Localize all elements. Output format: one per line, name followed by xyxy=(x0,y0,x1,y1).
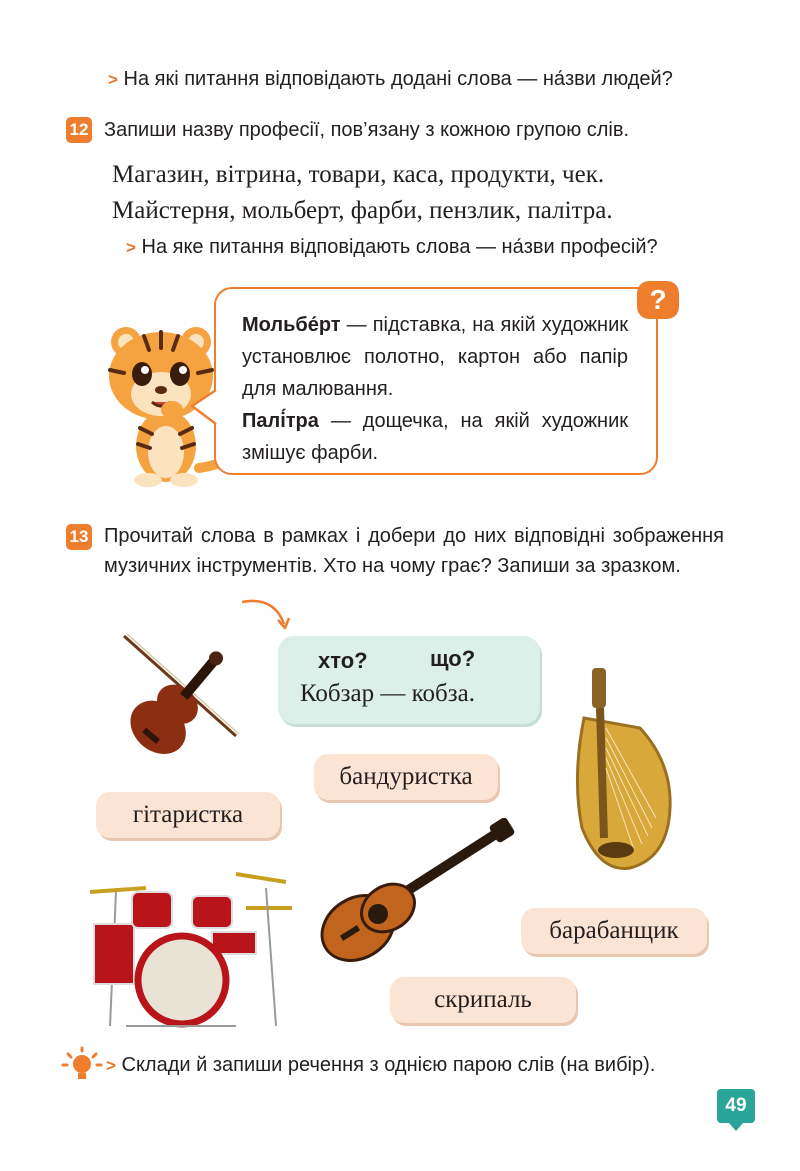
task-12-number: 12 xyxy=(66,117,92,143)
task-12-number-badge xyxy=(66,117,92,143)
intro-question-text: На які питання відповідають додані слова — на́зви людей? xyxy=(123,68,673,90)
task-13-instruction: Прочитай слова в рамках і добери до них відповідні зображення музичних інструментів. Хто на чому грає? Запиши за зразком. xyxy=(104,525,724,577)
violin-icon xyxy=(96,632,246,772)
lightbulb-icon xyxy=(60,1046,104,1086)
question-mark-icon: ? xyxy=(637,281,679,319)
drum-kit-icon xyxy=(86,868,296,1028)
intro-question xyxy=(108,68,673,91)
example-box xyxy=(278,636,540,724)
word-box-skrypal: скрипаль xyxy=(390,977,576,1023)
term-molbert: Мольбе́рт xyxy=(242,314,341,336)
arrow-bullet-icon: > xyxy=(126,238,136,257)
arrow-bullet-icon: > xyxy=(108,70,118,89)
curved-arrow-icon xyxy=(238,594,298,634)
arrow-bullet-icon: > xyxy=(106,1056,116,1075)
task-12-line-2: Майстерня, мольберт, фарби, пензлик, палітра. xyxy=(112,197,613,224)
word-box-hitarystka: гітаристка xyxy=(96,792,280,838)
task-13-number: 13 xyxy=(66,524,92,550)
task-12-instruction: Запиши назву професії, пов’язану з кожною групою слів. xyxy=(104,119,630,141)
final-task xyxy=(106,1054,655,1077)
page-number-tab-icon xyxy=(728,1122,744,1132)
task-12-question-text: На яке питання відповідають слова — на́зви професій? xyxy=(141,236,658,258)
task-13-number-badge xyxy=(66,524,92,550)
example-question-who: хто? xyxy=(318,648,368,673)
term-palitra: Палі́тра xyxy=(242,410,319,432)
word-box-bandurystka: бандуристка xyxy=(314,754,498,800)
task-12-line-1: Магазин, вітрина, товари, каса, продукти, чек. xyxy=(112,161,605,188)
example-sentence: Кобзар — кобза. xyxy=(300,680,475,707)
definition-palitra: — дощечка, на якій художник змішує фарби. xyxy=(242,410,628,464)
definition-text xyxy=(242,309,628,469)
page-number: 49 xyxy=(717,1089,755,1123)
definition-molbert: — підставка, на якій художник установлює полотно, картон або папір для малювання. xyxy=(242,314,628,400)
task-12-word-lines xyxy=(112,157,613,229)
task-12-question xyxy=(126,236,658,259)
callout-tail-icon xyxy=(190,388,220,428)
final-task-text: Склади й запиши речення з однією парою слів (на вибір). xyxy=(121,1054,656,1076)
definition-callout xyxy=(214,287,658,475)
bandura-icon xyxy=(560,668,680,873)
guitar-icon xyxy=(316,818,516,968)
example-question-what: що? xyxy=(430,646,476,671)
word-box-barabanshchyk: барабанщик xyxy=(521,908,707,954)
